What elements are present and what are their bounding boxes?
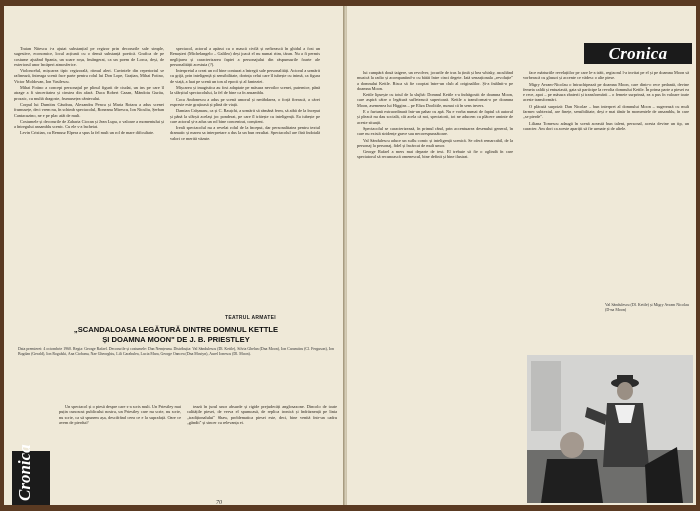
- stage-photo: [527, 355, 693, 503]
- article-heading: [60, 325, 292, 345]
- paragraph: Coca Andonescu a adus pe scenă umorul și nerăbdarea, o forță firească, a cărei expresie este grațioasă și plină de viață.: [170, 96, 320, 107]
- paragraph: Damian Crâșmaru, ca și C. Rauțchi, a urmărit să rămână ferm, să aibă de la început și până la sfârșit același joc ponderat, pe care îl trăiește cu inteligență. Ea iubește pe care actorul și-a adus un rol bine concentrat, conștient.: [170, 108, 320, 124]
- paragraph: Un spectacol și o piesă despre care s-a scris mult. Un Priestley mai puțin cunoscut publicului nostru, un Priestley care nu scrie, nu scrie, nu scrie, ca să spunem așa, descifrând ceea ce e la suprafață. Oare ce avem de pierdut?: [59, 404, 181, 425]
- paragraph: E o furtună extraordinară într-un pahar cu apă. Nu e vorba numai de faptul că autorul și pleacă nu dau socială, cât acela că noi, spectatorii, tot ne aducem cu plăcere aminte de aceste situații.: [357, 109, 513, 125]
- heading-line-1: „SCANDALOASA LEGĂTURĂ DINTRE DOMNUL KETTLE: [73, 325, 279, 334]
- left-bottom-column-2: [187, 404, 337, 496]
- cronica-tag-right: Cronica: [584, 43, 692, 64]
- paragraph: O plăcută surpriză: Dan Nicolae – bun interpret al domnului Moon – sugerează cu mult farmec subtextul, are finețe, sensibilitate, deși e mai tânăr în momentele de ansamblu, în care „se pierde".: [523, 103, 689, 120]
- paragraph: Costumele și decorurile de Zaharia Ciocan și Jean Lupu, o valoare a momentului și a întregului ansamblu scenic. Cu ele s-a încheiat.: [14, 118, 164, 130]
- left-bottom-column-1: [59, 404, 181, 496]
- left-column-1: [14, 46, 164, 311]
- right-column-1: [357, 70, 513, 500]
- left-column-2: [170, 46, 320, 311]
- paragraph: Mișcarea și imagistica au fost adaptate pe măsura nevoilor scenei, puternice, până la sfârșitul spectacolului, la fel de bine ca în ansamblu.: [170, 85, 320, 96]
- paragraph: Corpul lui Dumitru Căudrau, Alexandru Pencu și Maria Rotaru a adus scenei frumusețe, deci vrem nu, în schimb spectacolul, Roneanu Mirescu, Ion Niculiu, Șerban Cantacuzino, ne e pe plac atât de mult.: [14, 101, 164, 118]
- paragraph: Levin Cristian, cu Remusz Elpera a spus la fel mult un rol de mare dificultate.: [20, 130, 155, 136]
- paragraph: Val Săndulescu aduce un suflu comic și inteligență scenică. Se oferă remarcabil, de la personaj la personaj, fidel și încărcat de mult umor.: [357, 137, 513, 148]
- paragraph: Traian Nitescu i-a ajutat substanțial pe regizor prin decorurile sale simple, sugestive, economice, locul acțiunii cu o densă substanță poetică. Grafica de pe costume ajutând Spania, un soare roșu, însângerat, ca un poem de Lorca, deși, de exteriorul unor încăperi atmosferice.: [14, 46, 164, 67]
- paragraph: Interpretul a creat un rol bine conturat a întregii sale personalități. Actorul a urmărit cu grijă, prin inteligență și sensibilitate, dorința celui care îl iubește cu inimă, ca figura de viață, a luat pe scenă un ton al epocii și al fanteziei.: [170, 68, 320, 84]
- paragraph: Violoncelul, mișcarea tipic regizorală, ritmul alert. Cuvintele din repertoriul se rafinează, întreaga scenă face parte pentru rolul lui Don Lope, Grațian, Mihai Fotino, Victor Moldovan, Ion Vasilescu.: [14, 68, 164, 84]
- paragraph: Ireali spectacolul nu a revelat rolul de la început, dar personalitatea pentru textul dramatic și marea sa interpretare a dus la un bun rezultat. Spectacolul are fără îndoială valori ce merită văzute.: [170, 125, 320, 141]
- photo-illustration: [527, 355, 693, 503]
- paragraph: face mărturiile revelațiilor pe care le-a trăit, regizorul l-a invitat pe el și pe doamna Moon să vorbească cu glasuri și accente ce vădesc o alte piese.: [523, 70, 689, 81]
- paragraph: tează în jurul unor absurde și rigide prejudecăți anglosaxone. Dincolo de toate calitățile piesei, de verva el spumoasă, de replica ironică și îndrăzneață pe linia „tradiționalului" Shaw, problematica piesei este, deci, bine venită într-un cadru „gândit" și sincer cu relevanța ei.: [187, 404, 337, 425]
- right-column-2: [523, 70, 689, 296]
- heading-line-2: ȘI DOAMNA MOON" DE J. B. PRIESTLEY: [102, 335, 250, 344]
- paragraph: George Rafael a mers mai departe de text. El trebuie să fie o oglindă în care spectatorul să recunoască omenescul, bine definit și bine ilustrat.: [357, 149, 513, 160]
- credits-block: Data premierei: 4 octombrie 1960. Regia: George Rafael. Decorurile și costumele: Dan Nemțeanu. Distribuția: Val Săndulescu (Dl. Kettle), Silvia Ghelan (Dna Moon), Ion Caramitru (Cl. Ferguson), Ion Bogdan (Gerald), Ion Rogalski, Ana Ciobanu, Nae Gheorghiu, Lili Carabulea, Lucia Mara, George Oancea (Dna Mostyn), Aurel Ionescu (Dl. Moon).: [18, 347, 334, 356]
- cronica-tag-left: [12, 444, 50, 505]
- left-page: [4, 6, 345, 505]
- cronica-tag-text: Cronica: [15, 444, 34, 501]
- right-page: [347, 6, 696, 505]
- paragraph: Spectacolul se caracterizează, în primul rând, prin accentuarea desenului general, în care nu există stridențe grave sau necorespunzătoare.: [357, 125, 513, 137]
- paragraph: lui cumpără două taigere, un revolver, jocurile de tras la țintă și bea whisky, ascultând muzică la radio și acompaniind-o cu bătăi între cinci degete. Iată senzaționala „revoluție" a domnului Kettle. Risca să fie cooptat între-un club al originalilor. Și-a întâlnit-o pe doamna Moon.: [357, 70, 513, 91]
- paragraph: Mihai Fotino a concepi personajul pe plinul figurii de ciudat, un ins pe care îl atrage a fi sinceritatea și cinstea din afară. Duca Robert Cazan, Măndoiu Gurău, prozaic, cu multă dragoste, frumusețea cântecului.: [14, 85, 164, 101]
- page-number: 70: [216, 500, 222, 505]
- photo-caption: Val Săndulescu (Dl. Kettle) și Migry Avram Nicolau (D-na Moon): [605, 302, 689, 312]
- paragraph: Kettle lipsește cu totul de la slujbă: Domnul Kettle s-a îndrăgostit de doamna Moon, care aspiră către o legătură sufletească superioară. Kettle a transformat-o pe doamna Moon, asemenea lui Higgins – pe Eliza Doolittle, numai că în sens invers.: [357, 92, 513, 108]
- paragraph: spectacol, actorul a apărut cu o mască civilă și nefirească în ghidul a fost un Renașteri (Michelangelo – Galileo) deși joacă el nu numai ritm, tăran. Nu a fi permis neglijarea și caracterizarea faptei a personajului din răspunsurile foarte ale personalității acestuia (?).: [170, 46, 320, 67]
- section-label: TEATRUL ARMATEI: [225, 315, 276, 321]
- paragraph: Migry Avram-Nicolau o întruchipează pe doamna Moon, care dintr-o rece pedantă, devine femeia caldă și entuziastă, gata să participe la revolta domnului Kettle. În prima parte a piesei ea e rece, apoi – pe măsura zbaterii și transformării – o femeie surprinsă, ea a pus în valoare toate aceste transformări.: [523, 81, 689, 103]
- paragraph: Liliana Tomescu adaugă în scenă această bun talent, personal, acesta devine un tip, un caracter. Am dori ca aceste apariții să fie urmate și de altele.: [523, 120, 689, 131]
